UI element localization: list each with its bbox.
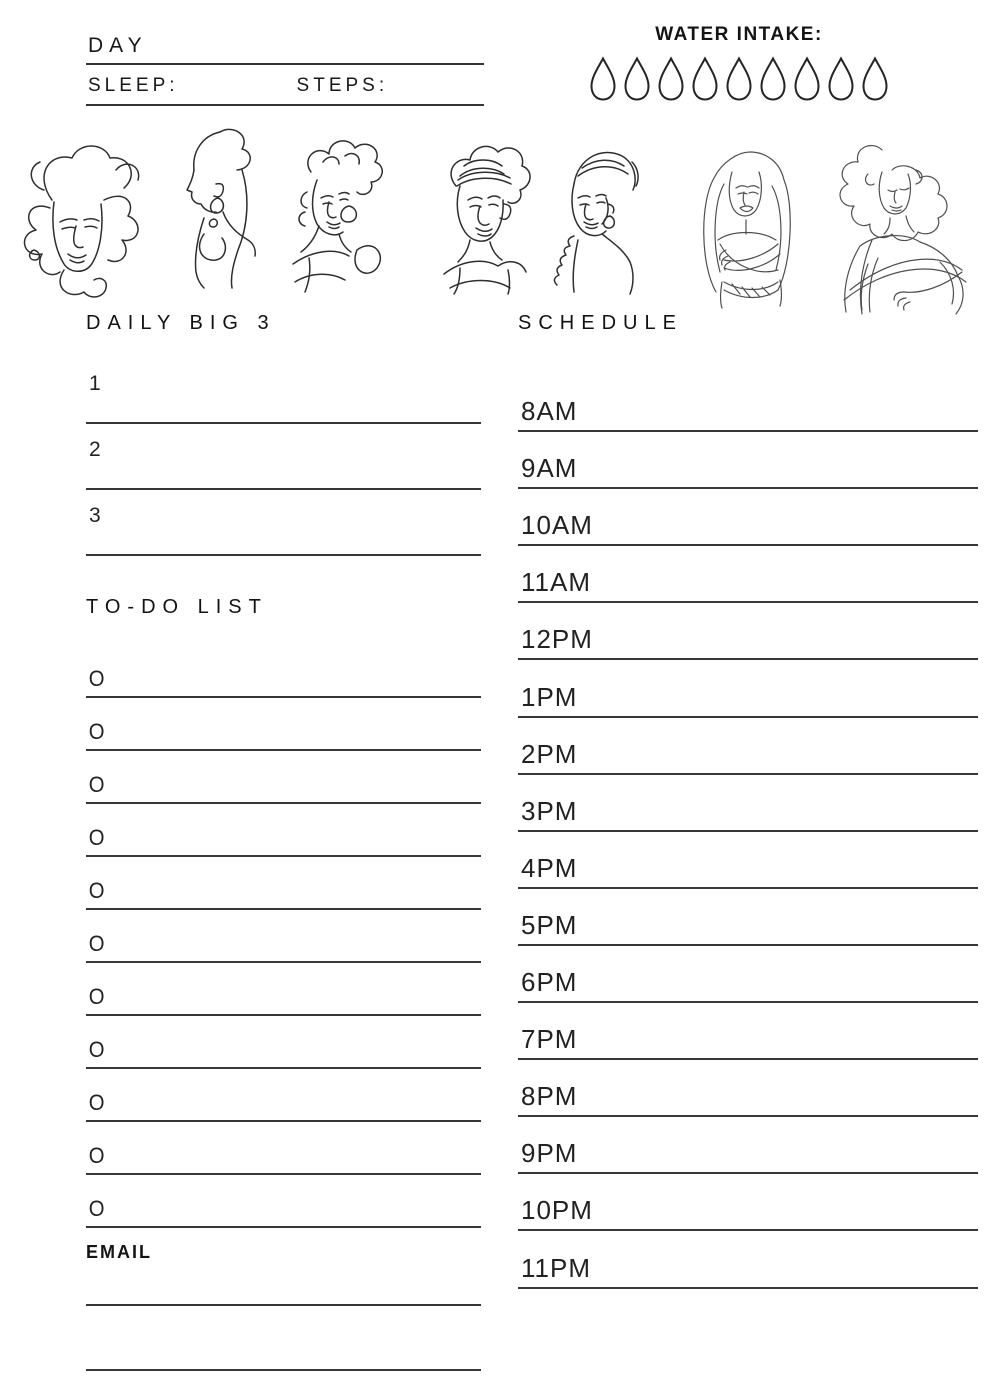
schedule-time-label: 7PM: [521, 1024, 578, 1055]
curly-updo-woman-illustration: [283, 132, 388, 300]
schedule-time-label: 2PM: [521, 738, 578, 769]
day-label: DAY: [88, 34, 148, 57]
schedule-row[interactable]: [518, 432, 978, 489]
todo-row[interactable]: [86, 804, 481, 857]
daily-big3-title: DAILY BIG 3: [86, 312, 276, 334]
water-intake-label: WATER INTAKE:: [655, 24, 823, 45]
water-drop-icon[interactable]: [656, 56, 686, 102]
todo-row[interactable]: [86, 698, 481, 751]
schedule-title: SCHEDULE: [518, 312, 683, 334]
water-drop-icon[interactable]: [622, 56, 652, 102]
schedule-row[interactable]: [518, 489, 978, 546]
schedule-row[interactable]: [518, 1117, 978, 1174]
schedule-time-label: 4PM: [521, 852, 578, 883]
todo-bullet: O: [88, 772, 105, 797]
schedule-row[interactable]: [518, 946, 978, 1003]
schedule-time-label: 11AM: [521, 567, 591, 598]
todo-bullet: O: [88, 878, 105, 903]
schedule-rows: [518, 375, 978, 1289]
water-drop-icon[interactable]: [724, 56, 754, 102]
line-art-strip: [0, 120, 986, 318]
email-title: EMAIL: [86, 1242, 152, 1262]
short-hair-woman-illustration: [544, 132, 644, 297]
schedule-time-label: 10AM: [521, 510, 593, 541]
self-hug-woman-illustration: [680, 132, 802, 310]
schedule-row[interactable]: [518, 832, 978, 889]
schedule-time-label: 8AM: [521, 396, 578, 427]
schedule-row[interactable]: [518, 546, 978, 603]
water-drop-icon[interactable]: [826, 56, 856, 102]
afro-headband-woman-illustration: [430, 128, 532, 300]
steps-label: STEPS:: [296, 75, 389, 96]
schedule-row[interactable]: [518, 775, 978, 832]
schedule-time-label: 1PM: [521, 681, 578, 712]
water-drop-icon[interactable]: [792, 56, 822, 102]
todo-row[interactable]: [86, 645, 481, 698]
schedule-row[interactable]: [518, 1231, 978, 1288]
todo-row[interactable]: [86, 1069, 481, 1122]
todo-bullet: O: [88, 1143, 105, 1168]
daily-big3-number: 3: [89, 504, 101, 527]
schedule-time-label: 8PM: [521, 1081, 578, 1112]
daily-big3-number: 2: [89, 438, 101, 461]
water-drop-icon[interactable]: [860, 56, 890, 102]
todo-bullet: O: [88, 1037, 105, 1062]
schedule-time-label: 3PM: [521, 795, 578, 826]
todo-bullet: O: [88, 1090, 105, 1115]
todo-row[interactable]: [86, 963, 481, 1016]
todo-row[interactable]: [86, 857, 481, 910]
schedule-row[interactable]: [518, 718, 978, 775]
todo-row[interactable]: [86, 1122, 481, 1175]
email-section: [86, 1242, 481, 1371]
schedule-row[interactable]: [518, 603, 978, 660]
todo-row[interactable]: [86, 1016, 481, 1069]
schedule-time-label: 11PM: [521, 1252, 591, 1283]
curly-draped-woman-illustration: [820, 134, 970, 316]
water-drops: [584, 56, 894, 102]
daily-big3-row[interactable]: [86, 358, 481, 424]
schedule-time-label: 10PM: [521, 1195, 593, 1226]
email-line[interactable]: [86, 1369, 481, 1371]
profile-bun-woman-illustration: [168, 126, 263, 294]
schedule-time-label: 5PM: [521, 909, 578, 940]
todo-bullet: O: [88, 666, 105, 691]
sleep-steps-field[interactable]: [86, 64, 484, 106]
schedule-row[interactable]: [518, 1003, 978, 1060]
schedule-row[interactable]: [518, 889, 978, 946]
daily-big3-row[interactable]: [86, 424, 481, 490]
schedule-time-label: 12PM: [521, 624, 593, 655]
todo-list-title: TO-DO LIST: [86, 596, 268, 618]
schedule-row[interactable]: [518, 1060, 978, 1117]
water-drop-icon[interactable]: [588, 56, 618, 102]
todo-bullet: O: [88, 931, 105, 956]
water-drop-icon[interactable]: [758, 56, 788, 102]
email-line[interactable]: [86, 1304, 481, 1306]
todo-rows: [86, 645, 481, 1228]
todo-row[interactable]: [86, 1175, 481, 1228]
todo-bullet: O: [88, 1196, 105, 1221]
schedule-row[interactable]: [518, 660, 978, 717]
todo-bullet: O: [88, 984, 105, 1009]
day-field[interactable]: [86, 26, 484, 65]
todo-bullet: O: [88, 719, 105, 744]
schedule-time-label: 9PM: [521, 1138, 578, 1169]
todo-row[interactable]: [86, 751, 481, 804]
daily-big3-row[interactable]: [86, 490, 481, 556]
schedule-time-label: 9AM: [521, 453, 578, 484]
medusa-woman-illustration: [4, 130, 144, 302]
daily-big3-rows: [86, 358, 481, 556]
schedule-row[interactable]: [518, 375, 978, 432]
daily-big3-number: 1: [89, 372, 101, 395]
water-drop-icon[interactable]: [690, 56, 720, 102]
schedule-row[interactable]: [518, 1174, 978, 1231]
sleep-label: SLEEP:: [88, 75, 179, 96]
schedule-time-label: 6PM: [521, 967, 578, 998]
todo-bullet: O: [88, 825, 105, 850]
todo-row[interactable]: [86, 910, 481, 963]
water-intake-tracker: [584, 24, 894, 102]
